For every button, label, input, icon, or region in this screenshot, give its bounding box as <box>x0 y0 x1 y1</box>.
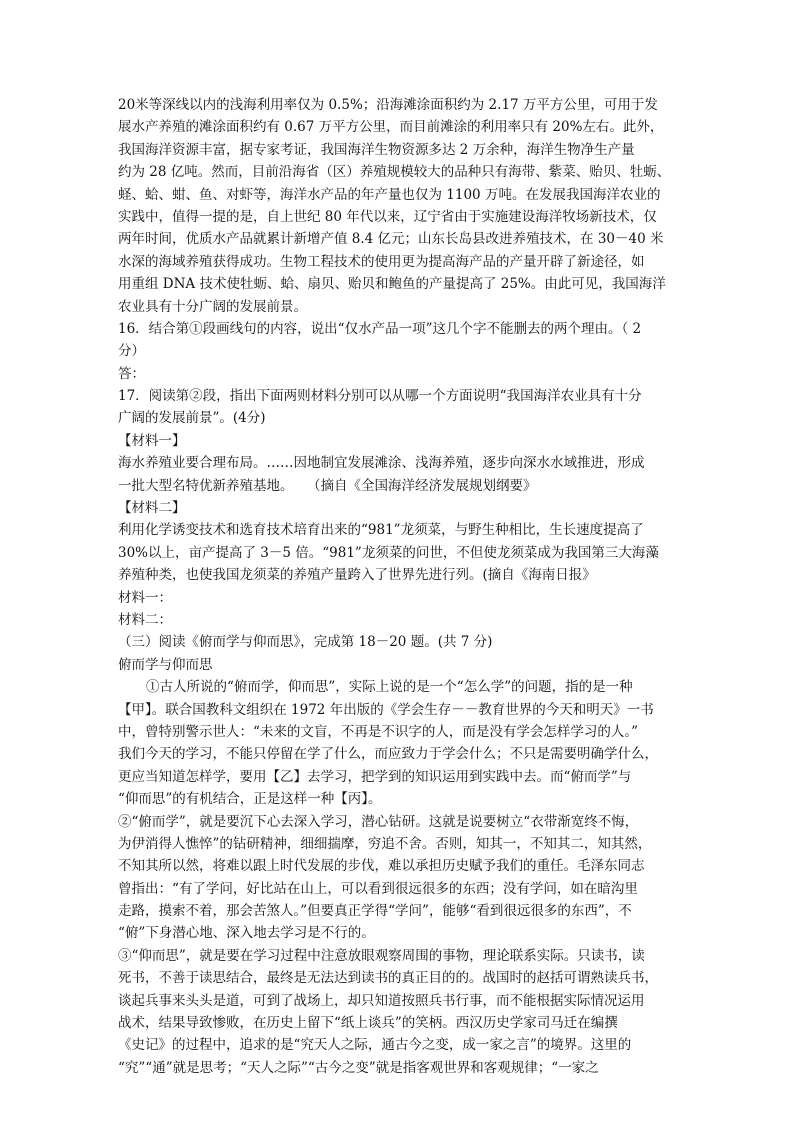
text-line: 约为 28 亿吨。然而，目前沿海省（区）养殖规模较大的品种只有海带、紫菜、贻贝、牡蛎、 <box>118 164 671 181</box>
material-1-answer-label: 材料一： <box>118 589 172 606</box>
question-17-cont: 广阔的发展前景”。(4分) <box>118 410 266 427</box>
material-1-heading: 【材料一】 <box>118 432 186 449</box>
text-line: “仰而思”的有机结合，正是这样一种【丙】。 <box>118 791 382 808</box>
text-line: “俯”下身潜心地、深入地去学习是不行的。 <box>118 925 375 942</box>
text-line: 中，曾特别警示世人：“未来的文盲，不再是不识字的人，而是没有学会怎样学习的人。” <box>118 723 639 740</box>
article-paragraph-2: ②“俯而学”，就是要沉下心去深入学习，潜心钻研。这就是说要树立“衣带渐宽终不悔， <box>118 813 639 830</box>
text-line: 谈起兵事来头头是道，可到了战场上，却只知道按照兵书行事，而不能根据实际情况运用 <box>118 992 645 1009</box>
text-line: 战术，结果导致惨败，在历史上留下“纸上谈兵”的笑柄。西汉历史学家司马迁在编撰 <box>118 1015 618 1032</box>
text-line: 不知其所以然，将难以跟上时代发展的步伐，难以承担历史赋予我们的重任。毛泽东同志 <box>118 858 645 875</box>
text-line: 《史记》的过程中，追求的是“究天人之际，通古今之变，成一家之言”的境界。这里的 <box>118 1037 632 1054</box>
material-2-text: 利用化学诱变技术和选育技术培育出来的“981”龙须菜，与野生种相比，生长速度提高了 <box>118 522 644 539</box>
question-17: 17．阅读第②段，指出下面两则材料分别可以从哪一个方面说明“我国海洋农业具有十分 <box>118 388 642 405</box>
text-line: 蛏、蛤、蚶、鱼、对虾等，海洋水产品的年产量也仅为 1100 万吨。在发展我国海洋农业的 <box>118 186 661 203</box>
article-paragraph-3: ③“仰而思”，就是要在学习过程中注意放眼观察周围的事物，理论联系实际。只读书，读 <box>118 947 645 964</box>
text-line: 曾指出：“有了学问，好比站在山上，可以看到很远很多的东西；没有学问，如在暗沟里 <box>118 880 638 897</box>
text-line: 两年时间，优质水产品就累计新增产值 8.4 亿元；山东长岛县改进养殖技术，在 30－40 米 <box>118 231 664 248</box>
text-line: 水深的海域养殖获得成功。生物工程技术的使用更为提高海产品的产量开辟了新途径，如 <box>118 253 645 270</box>
text-line: 为伊消得人憔悴”的钻研精神，细细揣摩，穷追不舍。否则，知其一，不知其二，知其然， <box>118 835 652 852</box>
article-title: 俯而学与仰而思 <box>118 656 213 673</box>
material-2-text: 30%以上，亩产提高了 3－5 倍。“981”龙须菜的问世，不但使龙须菜成为我国第三大海藻 <box>118 544 659 561</box>
text-line: 走路，摸索不着，那会苦煞人。”但要真正学得“学问”，能够“看到很远很多的东西”，不 <box>118 903 632 920</box>
text-line: 更应当知道怎样学，要用【乙】去学习，把学到的知识运用到实践中去。而“俯而学”与 <box>118 768 632 785</box>
text-line: 用重组 DNA 技术使牡蛎、蛤、扇贝、贻贝和鲍鱼的产量提高了 25%。由此可见，我国海洋 <box>118 276 666 293</box>
material-1-text: 一批大型名特优新养殖基地。 （摘自《全国海洋经济发展规划纲要》 <box>118 477 537 494</box>
text-line: 我国海洋资源丰富，据专家考证，我国海洋生物资源多达 2 万余种，海洋生物净生产量 <box>118 141 635 158</box>
text-line: 死书，不善于读思结合，最终是无法达到读书的真正目的的。战国时的赵括可谓熟读兵书， <box>118 970 658 987</box>
text-line: “究”“通”就是思考；“天人之际”“古今之变”就是指客观世界和客观规律；“一家之 <box>118 1059 599 1076</box>
material-1-text: 海水养殖业要合理布局。……因地制宜发展滩涂、浅海养殖，逐步向深水水域推进，形成 <box>118 455 645 472</box>
section-3-heading: （三）阅读《俯而学与仰而思》，完成第 18－20 题。(共 7 分) <box>118 634 493 651</box>
text-line: 实践中，值得一提的是，自上世纪 80 年代以来，辽宁省由于实施建设海洋牧场新技术，仅 <box>118 208 657 225</box>
text-line: 我们今天的学习，不能只停留在学了什么，而应致力于学会什么；不只是需要明确学什么， <box>118 746 658 763</box>
text-line: 20米等深线以内的浅海利用率仅为 0.5%；沿海滩涂面积约为 2.17 万平方公里，可用于发 <box>118 97 658 113</box>
article-paragraph-1: ①古人所说的“俯而学，仰而思”，实际上说的是一个“怎么学”的问题，指的是一种 <box>146 679 633 696</box>
material-2-text: 养殖种类，也使我国龙须菜的养殖产量跨入了世界先进行列。(摘自《海南日报》 <box>118 567 596 584</box>
material-2-answer-label: 材料二： <box>118 611 172 628</box>
material-2-heading: 【材料二】 <box>118 500 186 517</box>
text-line: 农业具有十分广阔的发展前景。 <box>118 298 307 315</box>
text-line: 【甲】。联合国教科文组织在 1972 年出版的《学会生存－－教育世界的今天和明天》一书 <box>118 701 654 718</box>
text-line: 展水产养殖的滩涂面积约有 0.67 万平方公里，而目前滩涂的利用率只有 20%左右。此外， <box>118 119 664 136</box>
question-16-score: 分） <box>118 343 145 360</box>
answer-label: 答： <box>118 365 145 382</box>
document-page <box>118 94 678 1079</box>
question-16: 16．结合第①段画线句的内容，说出“仅水产品一项”这几个字不能删去的两个理由。（ 2 <box>118 320 642 337</box>
